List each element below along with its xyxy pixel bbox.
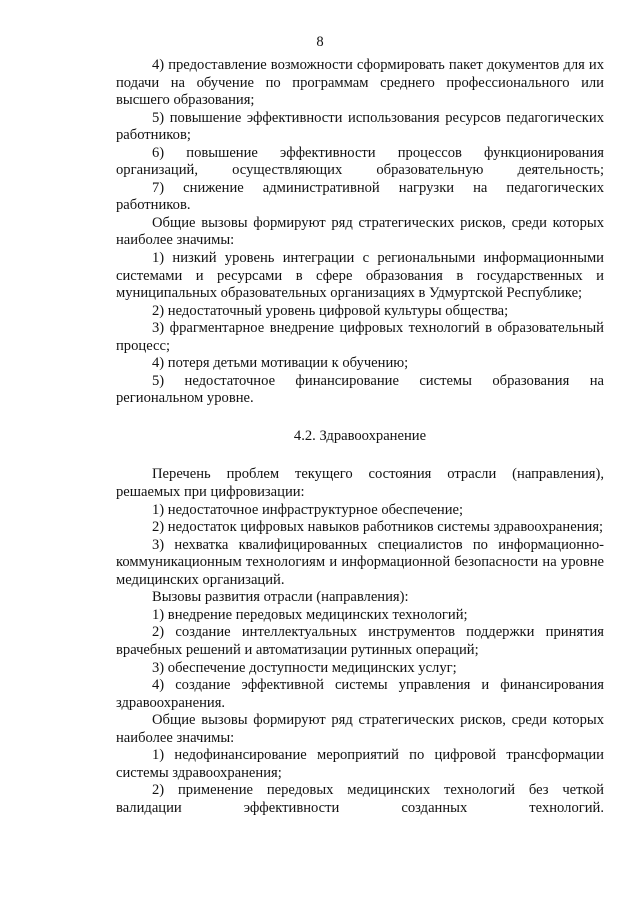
section-heading: 4.2. Здравоохранение: [293, 427, 427, 444]
paragraph: 4) создание эффективной системы управления и финансирования здравоохранения.: [116, 677, 604, 711]
paragraph: 1) внедрение передовых медицинских технологий;: [152, 606, 468, 623]
paragraph: 6) повышение эффективности процессов функционирования организаций, осуществляющих образовательную деятельность;: [116, 144, 604, 179]
paragraph: 2) недостаточный уровень цифровой культуры общества;: [152, 302, 509, 319]
paragraph: Общие вызовы формируют ряд стратегических рисков, среди которых наиболее значимы:: [116, 214, 604, 249]
paragraph: 7) снижение административной нагрузки на педагогических работников.: [116, 179, 604, 214]
paragraph: 3) обеспечение доступности медицинских услуг;: [152, 659, 457, 676]
paragraph: 1) недофинансирование мероприятий по цифровой трансформации системы здравоохранения;: [116, 747, 604, 781]
paragraph: 3) нехватка квалифицированных специалистов по информационно-коммуникационным технологиям и информационной безопасности на уровне медицинских организаций.: [116, 536, 604, 588]
paragraph: 4) предоставление возможности сформировать пакет документов для их подачи на обучение по программам среднего профессионального или высшего образования;: [116, 57, 604, 109]
paragraph: 4) потеря детьми мотивации к обучению;: [152, 355, 409, 372]
paragraph: 2) применение передовых медицинских технологий без четкой валидации эффективности созданных технологий.: [116, 782, 604, 816]
paragraph: 2) создание интеллектуальных инструментов поддержки принятия врачебных решений и автоматизации рутинных операций;: [116, 624, 604, 658]
paragraph: 3) фрагментарное внедрение цифровых технологий в образовательный процесс;: [116, 320, 604, 354]
paragraph: Общие вызовы формируют ряд стратегических рисков, среди которых наиболее значимы:: [116, 712, 604, 746]
paragraph: 2) недостаток цифровых навыков работников системы здравоохранения;: [152, 519, 604, 536]
page-body: [116, 57, 604, 817]
page-number: 8: [316, 34, 324, 50]
paragraph: 5) недостаточное финансирование системы образования на региональном уровне.: [116, 372, 604, 407]
paragraph: Вызовы развития отрасли (направления):: [152, 589, 409, 606]
paragraph: 1) недостаточное инфраструктурное обеспечение;: [152, 501, 464, 518]
paragraph: Перечень проблем текущего состояния отрасли (направления), решаемых при цифровизации:: [116, 466, 604, 501]
paragraph: 5) повышение эффективности использования ресурсов педагогических работников;: [116, 109, 604, 144]
paragraph: 1) низкий уровень интеграции с региональными информационными системами и ресурсами в сфере образования в государственных и муниципальных образовательных организациях в Удмуртской Республике;: [116, 250, 604, 302]
